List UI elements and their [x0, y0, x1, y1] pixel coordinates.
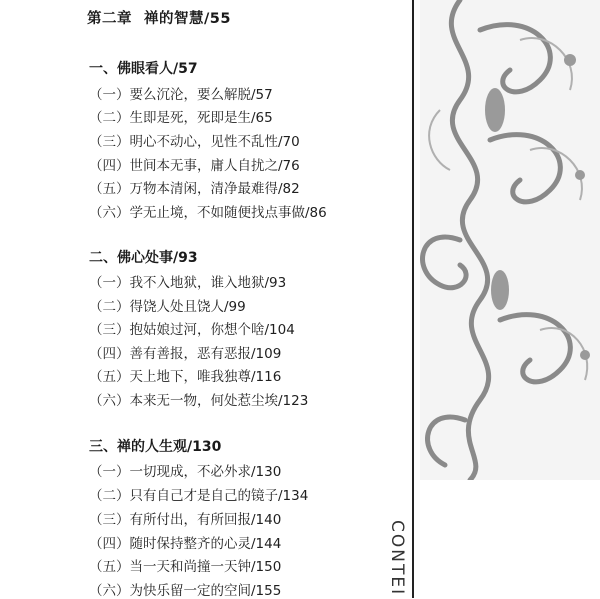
toc-entry: （三）抱姑娘过河，你想个啥/104 [89, 322, 295, 338]
toc-entry: （三）明心不动心，见性不乱性/70 [89, 134, 300, 150]
vertical-divider [412, 0, 414, 598]
chapter-number: 第二章 [87, 11, 132, 27]
toc-entry: （四）随时保持整齐的心灵/144 [89, 536, 282, 552]
toc-entry: （四）善有善报，恶有恶报/109 [89, 346, 282, 362]
floral-scroll-pattern [420, 0, 600, 480]
floral-ornament [420, 0, 600, 480]
toc-entry: （一）我不入地狱，谁入地狱/93 [89, 275, 287, 291]
toc-entry: （二）生即是死，死即是生/65 [89, 110, 273, 126]
chapter-title [87, 7, 231, 28]
toc-entry: （六）为快乐留一定的空间/155 [89, 583, 282, 599]
toc-entry: （六）本来无一物，何处惹尘埃/123 [89, 393, 309, 409]
section-heading: 一、佛眼看人/57 [89, 61, 198, 77]
section-heading: 二、佛心处事/93 [89, 250, 198, 266]
toc-entry: （五）当一天和尚撞一天钟/150 [89, 559, 282, 575]
chapter-name: 禅的智慧/55 [144, 11, 231, 27]
toc-entry: （五）万物本清闲，清净最难得/82 [89, 181, 300, 197]
toc-entry: （三）有所付出，有所回报/140 [89, 512, 282, 528]
toc-entry: （二）只有自己才是自己的镜子/134 [89, 488, 309, 504]
section-heading: 三、禅的人生观/130 [89, 439, 222, 455]
toc-entry: （四）世间本无事，庸人自扰之/76 [89, 158, 300, 174]
toc-entry: （一）要么沉沦，要么解脱/57 [89, 87, 273, 103]
toc-entry: （五）天上地下，唯我独尊/116 [89, 369, 282, 385]
side-label: CONTEI [387, 520, 407, 597]
toc-entry: （六）学无止境，不如随便找点事做/86 [89, 205, 327, 221]
toc-entry: （二）得饶人处且饶人/99 [89, 299, 246, 315]
toc-entry: （一）一切现成，不必外求/130 [89, 464, 282, 480]
